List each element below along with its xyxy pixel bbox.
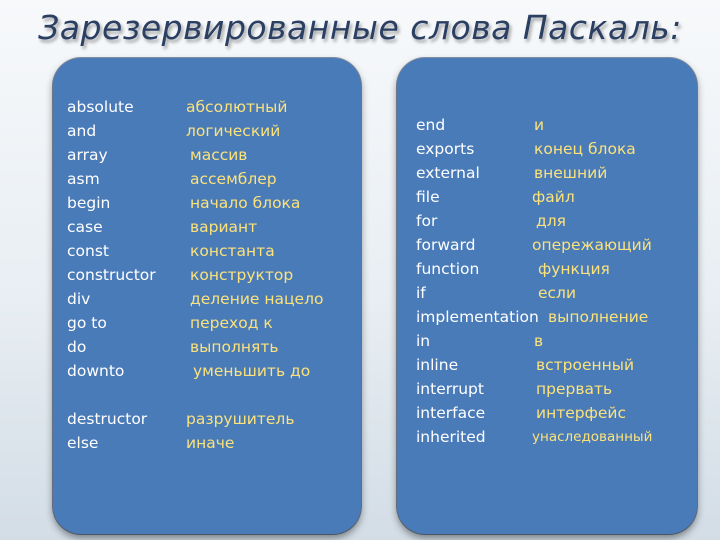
left-keyword-term: array [67, 146, 108, 164]
left-keyword-translation: конструктор [190, 266, 294, 284]
right-keyword-term: function [416, 260, 480, 278]
right-keyword-term: interface [416, 404, 486, 422]
right-keyword-translation: файл [532, 188, 575, 206]
left-keyword-translation: выполнять [190, 338, 279, 356]
left-keyword-translation: начало блока [190, 194, 301, 212]
right-keyword-translation: внешний [534, 164, 608, 182]
right-keyword-term: inherited [416, 428, 486, 446]
left-keyword-translation: массив [190, 146, 248, 164]
left-keyword-term: constructor [67, 266, 156, 284]
right-keyword-term: for [416, 212, 438, 230]
right-keyword-translation: конец блока [534, 140, 636, 158]
right-keyword-term: interrupt [416, 380, 484, 398]
left-keyword-term: else [67, 434, 99, 452]
left-keyword-translation: переход к [190, 314, 273, 332]
left-keyword-term: go to [67, 314, 107, 332]
left-keyword-translation: ассемблер [190, 170, 277, 188]
left-keyword-translation: логический [186, 122, 281, 140]
left-keyword-translation: иначе [186, 434, 235, 452]
left-keyword-term: destructor [67, 410, 148, 428]
left-keyword-translation: уменьшить до [193, 362, 311, 380]
left-keyword-translation: вариант [190, 218, 258, 236]
left-keyword-term: and [67, 122, 97, 140]
right-keyword-translation: выполнение [548, 308, 649, 326]
right-keyword-term: inline [416, 356, 459, 374]
right-keyword-translation: опережающий [532, 236, 652, 254]
slide-title: Зарезервированные слова Паскаль: [38, 8, 682, 47]
right-keyword-translation: и [534, 116, 545, 134]
right-keyword-term: exports [416, 140, 475, 158]
left-keyword-term: do [67, 338, 87, 356]
left-keyword-term: begin [67, 194, 111, 212]
left-keyword-translation: разрушитель [186, 410, 295, 428]
right-keyword-term: file [416, 188, 440, 206]
left-keyword-term: div [67, 290, 91, 308]
right-keyword-translation: функция [538, 260, 610, 278]
right-keyword-term: forward [416, 236, 476, 254]
right-keyword-translation: интерфейс [536, 404, 626, 422]
left-keyword-term: const [67, 242, 109, 260]
right-keyword-translation: прервать [536, 380, 613, 398]
left-keyword-translation: константа [190, 242, 275, 260]
left-keyword-term: absolute [67, 98, 134, 116]
right-keyword-term: external [416, 164, 480, 182]
left-keyword-term: downto [67, 362, 125, 380]
right-keyword-term: in [416, 332, 431, 350]
right-keyword-translation: унаследованный [532, 429, 653, 445]
left-keyword-term: case [67, 218, 103, 236]
left-keyword-translation: деление нацело [190, 290, 324, 308]
right-keyword-translation: для [536, 212, 566, 230]
right-keyword-translation: в [534, 332, 544, 350]
left-keyword-translation: абсолютный [186, 98, 288, 116]
right-keyword-term: implementation [416, 308, 539, 326]
right-keyword-translation: если [538, 284, 577, 302]
right-keyword-translation: встроенный [536, 356, 635, 374]
left-keyword-term: asm [67, 170, 100, 188]
right-keyword-term: end [416, 116, 446, 134]
right-keyword-term: if [416, 284, 426, 302]
